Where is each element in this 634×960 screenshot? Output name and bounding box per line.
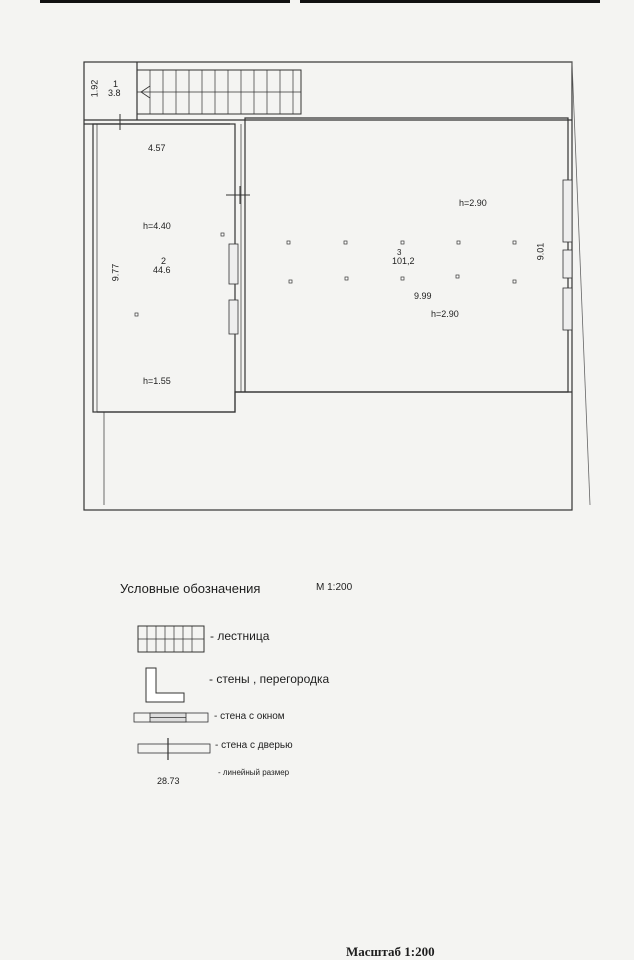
- room2-area: 44.6: [153, 265, 171, 275]
- legend-wall-symbol: [146, 668, 184, 702]
- room1-number: 1: [113, 79, 119, 89]
- legend-dimension-value: 28.73: [157, 776, 180, 786]
- legend-stair-symbol: [138, 626, 204, 652]
- legend-door-symbol: [138, 738, 210, 760]
- column-markers: [135, 233, 516, 316]
- legend-title: Условные обозначения: [120, 581, 261, 596]
- door-marks: [120, 114, 250, 204]
- room3-width-dim: 9.99: [414, 291, 432, 301]
- room3-height-bottom: h=2.90: [431, 309, 459, 319]
- room1-area: 3.8: [108, 88, 121, 98]
- room3-area: 101,2: [392, 256, 415, 266]
- legend-scale: М 1:200: [316, 582, 353, 593]
- room2-number: 2: [161, 256, 167, 266]
- frame-right-ext: [572, 62, 590, 505]
- room2-height-top: h=4.40: [143, 221, 171, 231]
- legend-door-label: - стена с дверью: [215, 740, 293, 751]
- legend-stair-label: - лестница: [210, 629, 270, 643]
- legend-dimension-label: - линейный размер: [218, 768, 290, 777]
- room3-height-top: h=2.90: [459, 198, 487, 208]
- legend-window-symbol: [134, 713, 208, 722]
- room2-width-dim: 4.57: [148, 143, 166, 153]
- outer-frame: [84, 62, 572, 510]
- room3-number: 3: [397, 248, 402, 257]
- room1-dim-label: 1.92: [89, 79, 100, 98]
- room2-height-bottom: h=1.55: [143, 376, 171, 386]
- legend-window-label: - стена с окном: [214, 711, 285, 722]
- staircase-symbol: [137, 70, 301, 114]
- room3-length-dim: 9.01: [535, 242, 546, 261]
- room3-boundary: [235, 118, 568, 392]
- footer-scale: Масштаб 1:200: [346, 944, 435, 959]
- legend-walls-label: - стены , перегородка: [209, 672, 330, 686]
- room2-length-dim: 9.77: [110, 263, 121, 282]
- bottom-band: [97, 392, 572, 412]
